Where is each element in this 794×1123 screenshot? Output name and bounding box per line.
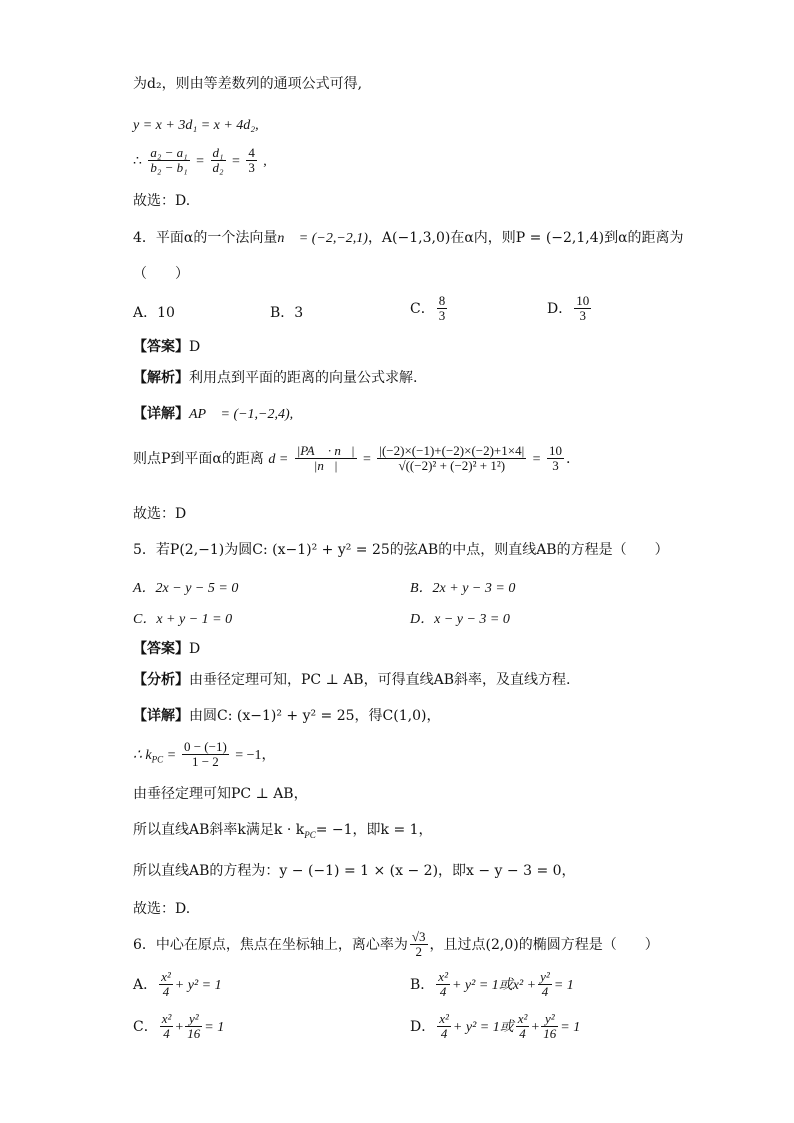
q4-distance-fraction-2: $\frac{|(-2)\times(-1)+(-2)\times(-2)+1\times 4|}{\text{√((−2)² + (−2)² + 1²)}}$ bbox=[379, 443, 525, 474]
ratio-fraction-1: $\frac{\text{a₂ − a₁}}{\text{b₂ − b₁}}$ bbox=[150, 145, 188, 176]
q6-option-b bbox=[410, 970, 574, 1000]
q6-option-c-end: = 1 bbox=[204, 1019, 225, 1035]
q5-option-d: D．x − y − 3 = 0 bbox=[410, 612, 510, 627]
q4-detail-tag: 【详解】 bbox=[133, 406, 189, 422]
q4-detail-2 bbox=[133, 444, 570, 474]
prev-equation-line: y = x + 3d₁ = x + 4d₂, bbox=[133, 118, 259, 133]
q6-stem-text-2: ，且过点(2,0)的椭圆方程是（ ） bbox=[429, 936, 659, 953]
q6-option-a-fraction: $\frac{\text{x²}}{4}$ bbox=[161, 969, 171, 1000]
ratio-fraction-2: $\frac{\text{d₁}}{\text{d₂}}$ bbox=[212, 145, 224, 176]
plus-sign: + bbox=[531, 1019, 540, 1035]
q4-distance-text: 则点P到平面α的距离 bbox=[133, 450, 264, 467]
ratio-fraction-3: $\frac{4}{3}$ bbox=[248, 145, 255, 176]
q5-detail-4-end: = −1，即k = 1， bbox=[315, 822, 433, 838]
q6-option-a bbox=[133, 970, 222, 1000]
q5-slope-fraction: $\frac{0 - (-1)}{1 - 2}$ bbox=[183, 739, 227, 770]
q5-analysis-text: 由垂径定理可知，PC ⊥ AB，可得直线AB斜率，及直线方程. bbox=[189, 672, 571, 688]
q6-option-c-fraction-1: $\frac{\text{x²}}{4}$ bbox=[161, 1011, 172, 1042]
q5-detail-tag: 【详解】 bbox=[133, 708, 189, 724]
q5-option-b: B．2x + y − 3 = 0 bbox=[410, 581, 516, 596]
q4-option-c bbox=[410, 294, 449, 324]
q5-detail-text: 由圆C: (x−1)² + y² = 25，得C(1,0)， bbox=[189, 708, 441, 724]
q4-distance-fraction-1: $\frac{|PA⃗ \cdot n⃗|}{|n⃗|}$ bbox=[296, 443, 355, 474]
q4-normal-vector: n⃗ = (−2,−2,1) bbox=[277, 231, 368, 246]
q6-option-c-fraction-2: $\frac{\text{y²}}{16}$ bbox=[187, 1011, 201, 1042]
q6-option-b-fraction-2: $\frac{\text{y²}}{4}$ bbox=[540, 969, 550, 1000]
q6-option-b-fraction-1: $\frac{\text{x²}}{4}$ bbox=[438, 969, 448, 1000]
q6-option-d-fraction-2: $\frac{\text{x²}}{4}$ bbox=[517, 1011, 528, 1042]
q6-stem bbox=[133, 930, 659, 960]
q4-detail-1 bbox=[133, 406, 293, 424]
q6-option-a-label: A． bbox=[133, 976, 158, 993]
q5-analysis-tag: 【分析】 bbox=[133, 672, 189, 688]
q6-option-d-label: D． bbox=[410, 1018, 436, 1035]
q6-option-c-label: C． bbox=[133, 1018, 158, 1035]
q6-option-d-end: = 1 bbox=[560, 1019, 581, 1035]
prev-solution-line: 为d₂，则由等差数列的通项公式可得, bbox=[133, 76, 363, 92]
q5-detail-2 bbox=[133, 740, 276, 770]
q5-stem: 5．若P(2,−1)为圆C: (x−1)² + y² = 25的弦AB的中点，则直线AB的方程是（ ） bbox=[133, 542, 669, 558]
q4-stem bbox=[133, 230, 684, 248]
q4-analysis bbox=[133, 370, 417, 387]
q4-option-d-label: D． bbox=[547, 300, 573, 317]
q4-option-d bbox=[547, 294, 593, 324]
period: . bbox=[566, 450, 571, 467]
q5-answer-tag: 【答案】 bbox=[133, 641, 189, 657]
q6-option-b-label: B． bbox=[410, 976, 435, 993]
q4-detail-vector: AP⃗ = (−1,−2,4), bbox=[189, 407, 294, 422]
q6-option-d bbox=[410, 1012, 580, 1042]
prev-ratio-line bbox=[133, 146, 267, 176]
equals-sign: = bbox=[532, 451, 541, 467]
q5-analysis bbox=[133, 672, 570, 689]
plus-sign: + bbox=[175, 1019, 184, 1035]
q6-option-c bbox=[133, 1012, 224, 1042]
equals-sign: = bbox=[196, 153, 205, 169]
q4-stem-text-2: ，A(−1,3,0)在α内，则P = (−2,1,4)到α的距离为 bbox=[367, 230, 684, 246]
equals-sign: = bbox=[363, 451, 371, 467]
q5-slope-k: ∴ k bbox=[133, 747, 152, 763]
q5-slope-result: = −1， bbox=[235, 747, 276, 763]
q4-stem-text: 4．平面α的一个法向量 bbox=[133, 230, 278, 246]
q5-conclusion: 故选：D. bbox=[133, 901, 191, 917]
q4-option-c-label: C． bbox=[410, 300, 435, 317]
q6-option-b-mid: + y² = 1或x² + bbox=[451, 977, 537, 993]
equals-sign: = bbox=[231, 153, 240, 169]
q6-eccentricity-fraction: $\frac{√3}{2}$ bbox=[411, 929, 426, 960]
q5-option-c: C．x + y − 1 = 0 bbox=[133, 612, 233, 627]
q5-slope-sub: PC bbox=[151, 754, 164, 765]
q6-option-d-mid: + y² = 1或 bbox=[452, 1019, 514, 1035]
q5-option-a: A．2x − y − 5 = 0 bbox=[133, 581, 239, 596]
q4-option-a: A．10 bbox=[133, 305, 175, 321]
q6-option-b-end: = 1 bbox=[553, 977, 574, 993]
equals-sign: = bbox=[167, 747, 176, 763]
q4-analysis-tag: 【解析】 bbox=[133, 370, 189, 386]
q6-option-d-fraction-1: $\frac{\text{x²}}{4}$ bbox=[439, 1011, 449, 1042]
q4-answer-tag: 【答案】 bbox=[133, 339, 189, 355]
q4-distance-fraction-3: $\frac{10}{3}$ bbox=[549, 443, 563, 474]
q4-option-b: B．3 bbox=[270, 305, 304, 321]
q6-stem-text: 6．中心在原点，焦点在坐标轴上，离心率为 bbox=[133, 936, 408, 953]
q5-detail-1 bbox=[133, 708, 440, 725]
q5-detail-5: 所以直线AB的方程为：y − (−1) = 1 × (x − 2)，即x − y − 3 = 0， bbox=[133, 863, 576, 879]
q4-paren: （ ） bbox=[133, 266, 189, 282]
q4-distance-d: d = bbox=[268, 451, 289, 467]
q5-detail-4 bbox=[133, 822, 433, 841]
q5-answer-value: D bbox=[189, 641, 201, 657]
q4-option-d-fraction: $\frac{10}{3}$ bbox=[576, 293, 590, 324]
q6-option-d-fraction-3: $\frac{\text{y²}}{16}$ bbox=[543, 1011, 557, 1042]
therefore-symbol: ∴ bbox=[133, 153, 142, 169]
comma: , bbox=[263, 153, 267, 169]
q4-option-c-fraction: $\frac{8}{3}$ bbox=[438, 293, 446, 324]
q5-detail-3: 由垂径定理可知PC ⊥ AB， bbox=[133, 786, 308, 802]
q4-answer-value: D bbox=[189, 339, 201, 355]
prev-conclusion: 故选：D. bbox=[133, 193, 191, 209]
q4-answer bbox=[133, 339, 200, 356]
q4-conclusion: 故选：D bbox=[133, 506, 187, 522]
q6-option-a-rest: + y² = 1 bbox=[174, 977, 222, 993]
q5-detail-4-sub: PC bbox=[304, 829, 316, 840]
q4-analysis-text: 利用点到平面的距离的向量公式求解. bbox=[189, 370, 418, 386]
q5-detail-4-text: 所以直线AB斜率k满足k · k bbox=[133, 822, 305, 838]
q5-answer bbox=[133, 641, 200, 658]
